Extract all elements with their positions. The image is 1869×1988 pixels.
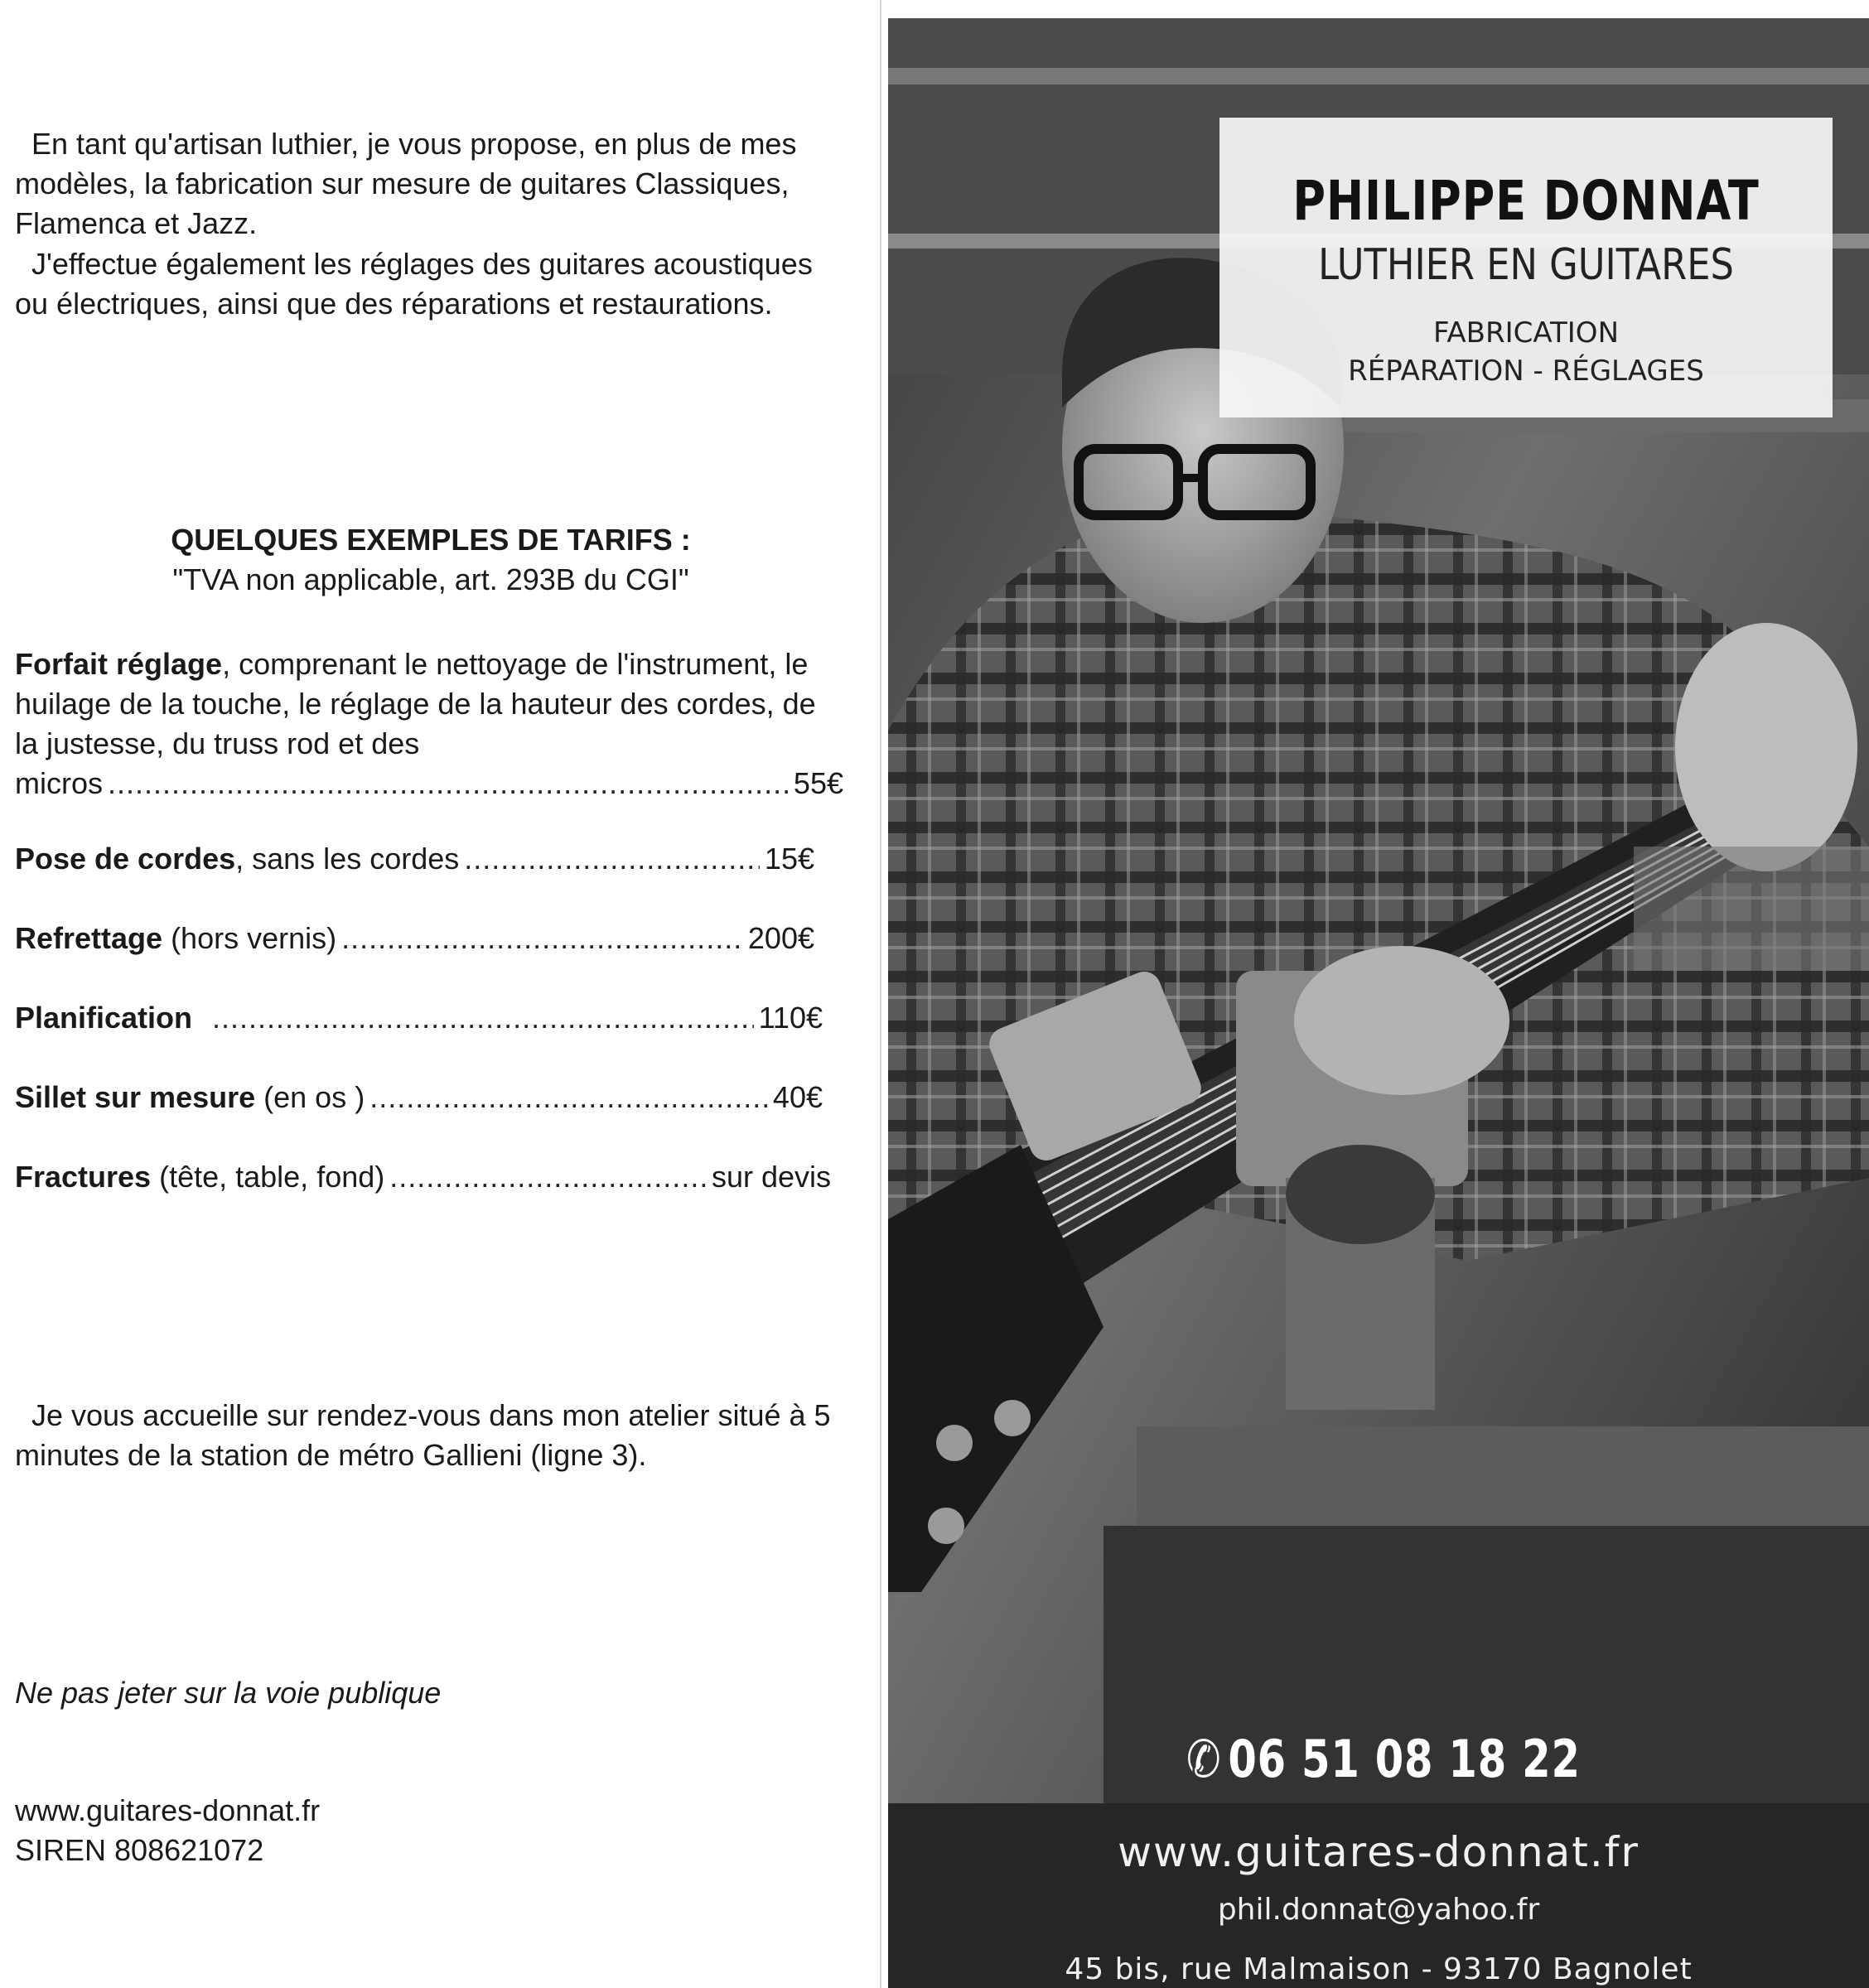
fold-line: [880, 0, 881, 1988]
phone-icon: ✆: [1186, 1729, 1222, 1789]
dot-leader: [389, 1157, 707, 1197]
item-price: 200€: [747, 921, 814, 955]
website-link[interactable]: www.guitares-donnat.fr: [1118, 1828, 1640, 1876]
item-name: Pose de cordes: [15, 842, 236, 876]
price-item-forfait: [15, 644, 843, 803]
dot-leader: [464, 839, 760, 879]
service-reparation: RÉPARATION - RÉGLAGES: [1348, 355, 1704, 388]
contact-band: [888, 1803, 1869, 1988]
luthier-role: LUTHIER EN GUITARES: [1318, 240, 1734, 290]
services-paragraph: J'effectue également les réglages des guitares acoustiques ou électriques, ainsi que des réparations et restaurations.: [15, 247, 813, 321]
item-price: 110€: [758, 1001, 823, 1035]
item-name: Refrettage: [15, 921, 163, 955]
website-text: www.guitares-donnat.fr: [15, 1793, 321, 1827]
item-desc: (tête, table, fond): [151, 1160, 385, 1194]
item-name: Planification: [15, 1001, 193, 1035]
price-item-refrettage: [15, 919, 843, 958]
tarifs-heading: [0, 520, 862, 600]
title-box: [1219, 118, 1833, 417]
intro-paragraph: En tant qu'artisan luthier, je vous propose, en plus de mes modèles, la fabrication sur mesure de guitares Classiques, Flamenca et Jazz.: [15, 127, 797, 240]
price-item-fractures: [15, 1157, 843, 1197]
service-fabrication: FABRICATION: [1432, 316, 1620, 350]
flyer-left-panel: [0, 0, 878, 1988]
item-name: Fractures: [15, 1160, 152, 1194]
item-name: Forfait réglage: [15, 647, 223, 681]
item-desc: , sans les cordes: [235, 842, 460, 876]
tarifs-subtitle: "TVA non applicable, art. 293B du CGI": [172, 562, 689, 596]
price-item-sillet: [15, 1078, 843, 1117]
item-name: Sillet sur mesure: [15, 1080, 256, 1114]
email-link[interactable]: phil.donnat@yahoo.fr: [1217, 1893, 1540, 1927]
item-desc: (en os ): [255, 1080, 365, 1114]
item-price: 55€: [793, 766, 843, 800]
item-desc-last: micros: [15, 766, 103, 800]
dot-leader: [108, 764, 789, 803]
dot-leader: [212, 998, 754, 1038]
phone-number[interactable]: 06 51 08 18 22: [1228, 1729, 1581, 1789]
price-item-cordes: [15, 839, 843, 879]
item-desc: (hors vernis): [162, 921, 337, 955]
luthier-name: PHILIPPE DONNAT: [1292, 169, 1760, 233]
item-price: sur devis: [711, 1160, 831, 1194]
dot-leader: [369, 1078, 768, 1117]
dot-leader: [341, 919, 743, 958]
siren-text: SIREN 808621072: [15, 1833, 264, 1867]
item-price: 40€: [772, 1080, 823, 1114]
item-price: 15€: [764, 842, 814, 876]
visit-paragraph: Je vous accueille sur rendez-vous dans mon atelier situé à 5 minutes de la station de métro Gallieni (ligne 3).: [15, 1398, 831, 1472]
legal-notice: Ne pas jeter sur la voie publique: [15, 1676, 442, 1710]
phone-number-block[interactable]: [1186, 1729, 1581, 1789]
address-text: 45 bis, rue Malmaison - 93170 Bagnolet: [1065, 1952, 1693, 1986]
tarifs-title: QUELQUES EXEMPLES DE TARIFS :: [171, 523, 691, 557]
item-desc: , comprenant le nettoyage de l'instrument, le huilage de la touche, le réglage de la hauteur des cordes, de la justesse, du truss rod et des: [15, 647, 816, 760]
footer-contact: [15, 1791, 852, 1870]
price-item-planification: [15, 998, 843, 1038]
flyer-right-panel: [888, 18, 1869, 1988]
